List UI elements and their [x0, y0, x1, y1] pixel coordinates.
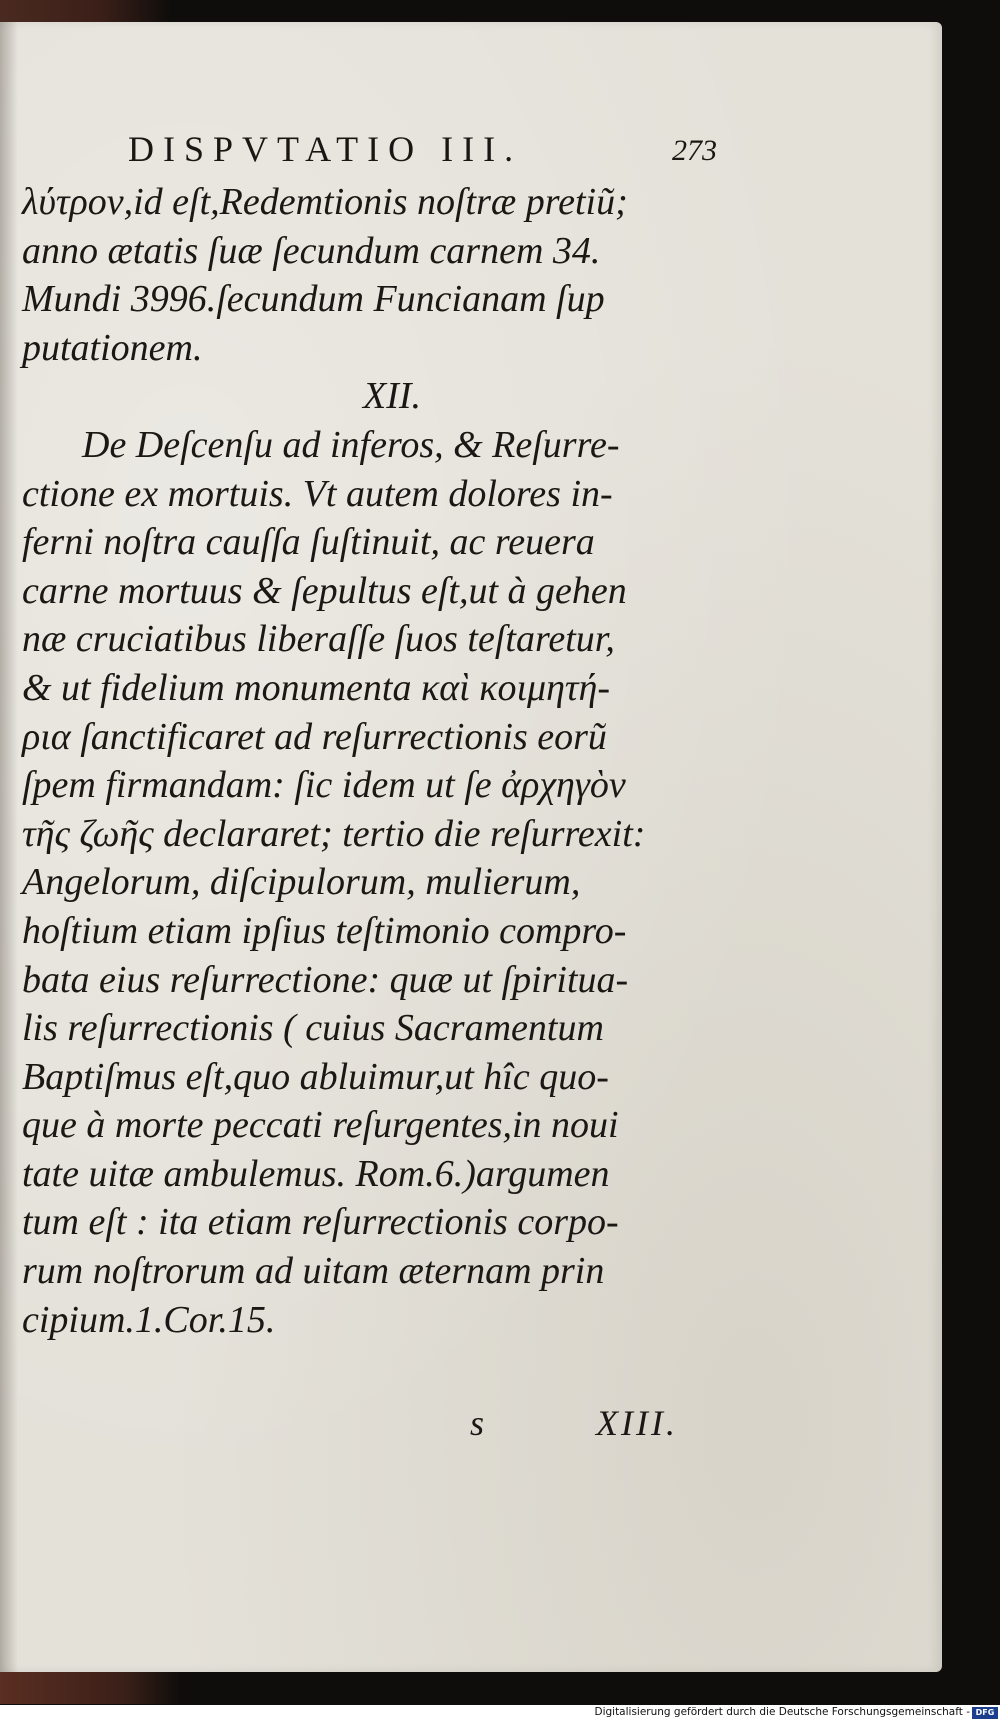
text-line: carne mortuus & ſepultus eſt,ut à gehen: [22, 569, 627, 612]
text-line: ctione ex mortuis. Vt autem dolores in-: [22, 472, 613, 515]
text-line: ρια ſanctificaret ad reſurrectionis eorũ: [22, 715, 607, 758]
binding-edge-bottom: [0, 1672, 180, 1704]
text-line: anno ætatis ſuæ ſecundum carnem 34.: [22, 229, 601, 272]
text-line: λύτρον,id eſt,Redemtionis noſtræ pretiũ;: [22, 181, 628, 223]
section-number: XII.: [362, 375, 422, 418]
funding-credit: Digitalisierung gefördert durch die Deutsche Forschungsgemeinschaft -: [594, 1706, 970, 1718]
signature-mark: s: [470, 1403, 485, 1443]
text-line: Angelorum, diſcipulorum, mulierum,: [22, 861, 581, 904]
text-line: hoſtium etiam ipſius teſtimonio compro-: [22, 909, 627, 952]
text-line: ſpem firmandam: ſic idem ut ſe ἀρχηγὸν: [22, 764, 626, 807]
text-line: rum noſtrorum ad uitam æternam prin: [22, 1250, 605, 1293]
section-heading-line: De Deſcenſu ad inferos, & Reſurre-: [82, 423, 620, 466]
running-head: DISPVTATIO III.: [128, 129, 523, 169]
text-line: bata eius reſurrectione: quæ ut ſpiritua-: [22, 958, 629, 1001]
text-line: que à morte peccati reſurgentes,in noui: [22, 1104, 619, 1147]
text-line: Baptiſmus eſt,quo abluimur,ut hîc quo-: [22, 1055, 609, 1098]
text-line: cipium.1.Cor.15.: [22, 1298, 276, 1341]
text-line: τῆς ζωῆς declararet; tertio die reſurrexit:: [22, 812, 646, 855]
text-line: Mundi 3996.ſecundum Funcianam ſup: [22, 278, 605, 321]
body-text: [22, 178, 722, 1344]
text-line: tum eſt : ita etiam reſurrectionis corpo-: [22, 1201, 619, 1244]
catchword: XIII.: [596, 1403, 678, 1443]
footer-bar: [0, 1705, 1000, 1721]
page-number: 273: [672, 134, 717, 167]
dfg-logo: DFG: [972, 1707, 998, 1719]
text-line: lis reſurrectionis ( cuius Sacramentum: [22, 1007, 604, 1050]
text-line: næ cruciatibus liberaſſe ſuos teſtaretur,: [22, 618, 615, 661]
binding-edge-top: [0, 0, 170, 22]
text-line: ferni noſtra cauſſa ſuſtinuit, ac reuera: [22, 521, 595, 564]
text-line: & ut fidelium monumenta καὶ κοιμητή-: [22, 666, 611, 709]
text-line: putationem.: [22, 326, 203, 369]
gutter-shadow: [0, 22, 18, 1672]
text-line: tate uitæ ambulemus. Rom.6.)argumen: [22, 1152, 610, 1195]
